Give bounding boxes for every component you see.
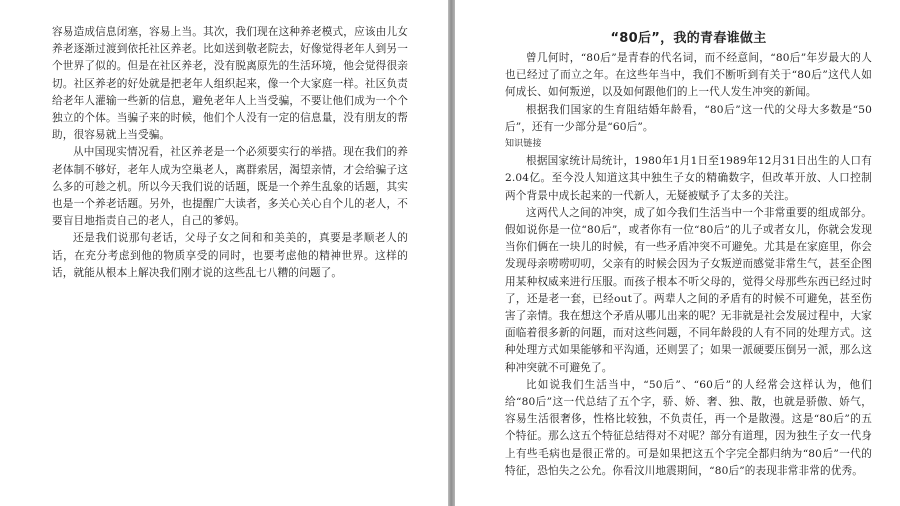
left-paragraph-3: 还是我们说那句老话，父母子女之间和和美美的，真要是孝顺老人的话，在充分考虑到他的物质享受的同时，也要考虑他的精神世界。这样的话，就能从根本上解决我们刚才说的这些乱七八糟的问题了。 [52,232,408,279]
right-paragraph-2: 根据我们国家的生育阻结婚年龄看，“80后”这一代的父母大多数是“50后”，还有一少部分是“60后”。 [505,103,872,133]
chapter-title: “80后”，我的青春谁做主 [610,31,767,46]
right-paragraph-1: 曾几何时，“80后”是青春的代名词，而不经意间，“80后”年岁最大的人也已经过了而立之年。在这些年当中，我们不断听到有关于“80后”这代人如何成长、如何叛逆，以及如何跟他们的上一代人发生冲突的新闻。 [505,52,872,99]
left-paragraph-1: 容易造成信息闭塞，容易上当。其次，我们现在这种养老模式，应该由儿女养老逐渐过渡到依托社区养老。比如送到敬老院去，好像觉得老年人到另一个世界了似的。但是在社区养老，没有脱离原先的生活环境，他会觉得很亲切。社区养老的好处就是把老年人组织起来，像一个大家庭一样。社区负责给老年人灌输一些新的信息，避免老年人上当受骗，不要让他们成为一个个独立的个体。当骗子来的时候，他们个人没有一定的信息量，没有朋友的帮助，很容易就上当受骗。 [52,26,408,142]
right-paragraph-4: 这两代人之间的冲突，成了如今我们生活当中一个非常重要的组成部分。假如说你是一位“80后”，或者你有一位“80后”的儿子或者女儿，你就会发现当你们俩在一块儿的时候，有一些矛盾冲突不可避免。尤其是在家庭里，你会发现母亲唠唠叨叨，父亲有的时候会因为子女叛逆而感觉非常生气，甚至企图用某种权威来进行压服。而孩子根本不听父母的，觉得父母那些东西已经过时了，还是老一套，已经out了。两辈人之间的矛盾有的时候不可避免，甚至伤害了亲情。我在想这个矛盾从哪儿出来的呢？无非就是社会发展过程中，大家面临着很多新的问题，而对这些问题，不同年龄段的人有不同的处理方式。这种处理方式如果能够和平沟通，还则罢了；如果一派硬要压倒另一派，那么这种冲突就不可避免了。 [505,206,872,374]
left-page [0,0,448,506]
left-paragraph-2: 从中国现实情况看，社区养老是一个必须要实行的举措。现在我们的养老体制不够好，老年人成为空巢老人，离群索居，渴望亲情，才会给骗子这么多的可趁之机。所以今天我们说的话题，既是一个养生乱象的话题，其实也是一个养老话题。另外，也提醒广大读者，多关心关心自个儿的老人，不要盲目地指责自己的老人，自己的爹妈。 [52,146,408,228]
right-paragraph-5: 比如说我们生活当中，“50后”、“60后”的人经常会这样认为，他们给“80后”这一代总结了五个字，骄、娇、奢、独、散，也就是骄傲、娇气，容易生活很奢侈，性格比较独，不负责任，再一个是散漫。这是“80后”的五个特征。那么这五个特征总结得对不对呢？部分有道理，因为独生子女一代身上有些毛病也是很正常的。可是如果把这五个字完全都归纳为“80后”一代的特征，恐怕失之公允。你看汶川地震期间，“80后”的表现非常非常的优秀。 [505,378,872,477]
page-divider [448,0,455,506]
sidebar-label: 知识链接 [505,139,542,150]
right-paragraph-3: 根据国家统计局统计，1980年1月1日至1989年12月31日出生的人口有2.04亿。至今没人知道这其中独生子女的精确数字，但改革开放、人口控制两个背景中成长起来的一代新人，无疑被赋予了太多的关注。 [505,155,872,202]
right-page [455,0,900,506]
